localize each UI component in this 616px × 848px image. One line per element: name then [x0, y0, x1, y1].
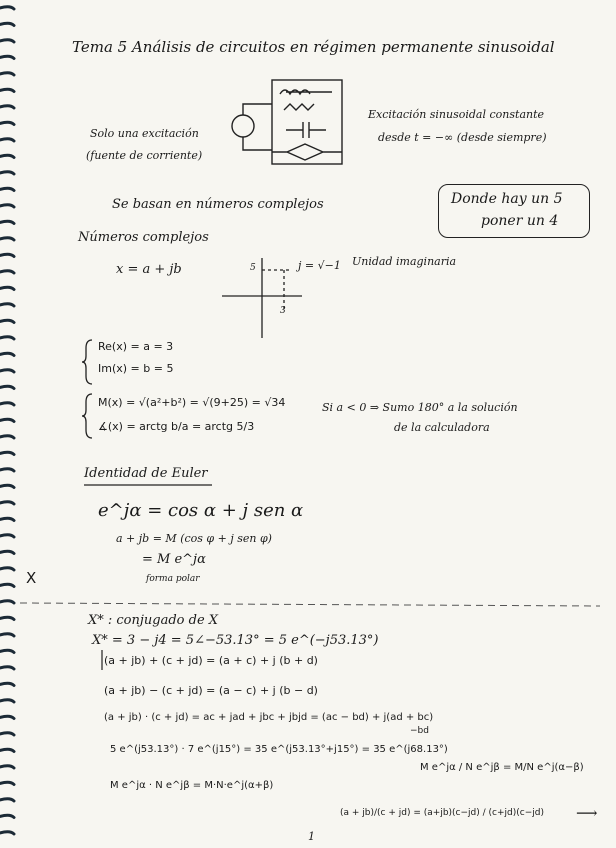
polar-equation-2: = M e^jα	[142, 552, 206, 567]
spiral-ring	[0, 634, 14, 636]
conjugate-label: X* : conjugado de X	[88, 613, 219, 628]
spiral-ring	[0, 271, 14, 273]
euler-heading: Identidad de Euler	[84, 466, 208, 481]
negative-note-line-2: de la calculadora	[394, 421, 490, 434]
spiral-ring	[0, 436, 14, 438]
spiral-ring	[0, 601, 14, 603]
left-note-line-1: Solo una excitación	[90, 127, 199, 140]
difference-equation: (a + jb) − (c + jd) = (a − c) + j (b − d)	[104, 684, 318, 697]
complex-numbers-heading: Números complejos	[78, 230, 209, 245]
page-separator	[20, 603, 600, 606]
spiral-ring	[0, 700, 14, 702]
multiplication-equation: M e^jα · N e^jβ = M·N·e^j(α+β)	[110, 780, 274, 791]
spiral-ring	[0, 304, 14, 306]
left-note-line-2: (fuente de corriente)	[86, 149, 203, 162]
spiral-ring	[0, 337, 14, 339]
spiral-ring	[0, 122, 14, 124]
spiral-ring	[0, 733, 14, 735]
spiral-ring	[0, 155, 14, 157]
spiral-ring	[0, 238, 14, 240]
imag-part-eq: Im(x) = b = 5	[98, 362, 174, 375]
continue-arrow: ⟶	[576, 804, 598, 822]
imaginary-unit-label: Unidad imaginaria	[352, 255, 457, 268]
product-subnote: −bd	[410, 726, 429, 736]
spiral-ring	[0, 502, 14, 504]
complex-plane-sketch	[222, 258, 302, 338]
right-note-line-2: desde t = −∞ (desde siempre)	[378, 131, 547, 144]
exponential-product: 5 e^(j53.13°) · 7 e^(j15°) = 35 e^(j53.13°+j15°) = 35 e^(j68.13°)	[110, 744, 448, 755]
spiral-ring	[0, 667, 14, 669]
page-title: Tema 5 Análisis de circuitos en régimen permanente sinusoidal	[72, 38, 555, 56]
spiral-ring	[0, 188, 14, 190]
spiral-ring	[0, 683, 14, 685]
negative-note-line-1: Si a < 0 ⇒ Sumo 180° a la solución	[322, 401, 518, 414]
spiral-ring	[0, 56, 14, 58]
imaginary-unit-eq: j = √−1	[298, 259, 341, 272]
euler-equation: e^jα = cos α + j sen α	[98, 500, 304, 521]
product-equation: (a + jb) · (c + jd) = ac + jad + jbc + jbjd = (ac − bd) + j(ad + bc)	[104, 712, 434, 723]
boxed-note-line-2: poner un 4	[481, 213, 559, 229]
polar-note: forma polar	[146, 574, 200, 584]
spiral-ring	[0, 716, 14, 718]
conjugate-equation: X* = 3 − j4 = 5∠−53.13° = 5 e^(−j53.13°)	[92, 633, 379, 648]
spiral-ring	[0, 535, 14, 537]
x-definition: x = a + jb	[116, 262, 182, 277]
spiral-ring	[0, 485, 14, 487]
spiral-ring	[0, 584, 14, 586]
spiral-ring	[0, 89, 14, 91]
boxed-note	[438, 184, 590, 238]
spiral-ring	[0, 518, 14, 520]
spiral-ring	[0, 568, 14, 570]
spiral-ring	[0, 370, 14, 372]
spiral-ring	[0, 7, 14, 9]
complex-basis-note: Se basan en números complejos	[112, 197, 324, 212]
spiral-ring	[0, 386, 14, 388]
right-note-line-1: Excitación sinusoidal constante	[368, 108, 545, 121]
re-im-brace	[82, 340, 92, 384]
sum-equation: (a + jb) + (c + jd) = (a + c) + j (b + d)	[104, 654, 318, 667]
fraction-equation: (a + jb)/(c + jd) = (a+jb)(c−jd) / (c+jd)(c−jd)	[340, 808, 544, 818]
spiral-ring	[0, 106, 14, 108]
polar-brace	[82, 394, 92, 438]
spiral-ring	[0, 23, 14, 25]
spiral-ring	[0, 469, 14, 471]
spiral-ring	[0, 139, 14, 141]
margin-symbol: X	[26, 569, 37, 587]
spiral-ring	[0, 832, 14, 834]
spiral-ring	[0, 205, 14, 207]
spiral-binding	[0, 7, 14, 834]
spiral-ring	[0, 799, 14, 801]
spiral-ring	[0, 403, 14, 405]
spiral-ring	[0, 551, 14, 553]
spiral-ring	[0, 782, 14, 784]
spiral-ring	[0, 221, 14, 223]
modulus-eq: M(x) = √(a²+b²) = √(9+25) = √34	[98, 396, 286, 409]
spiral-ring	[0, 287, 14, 289]
spiral-ring	[0, 320, 14, 322]
spiral-ring	[0, 254, 14, 256]
spiral-ring	[0, 617, 14, 619]
spiral-ring	[0, 650, 14, 652]
spiral-ring	[0, 766, 14, 768]
spiral-ring	[0, 353, 14, 355]
angle-eq: ∡(x) = arctg b/a = arctg 5/3	[98, 420, 255, 433]
spiral-ring	[0, 452, 14, 454]
page-number: 1	[308, 830, 315, 843]
division-equation: M e^jα / N e^jβ = M/N e^j(α−β)	[420, 762, 584, 773]
graph-x-tick: 3	[280, 306, 286, 316]
real-part-eq: Re(x) = a = 3	[98, 340, 174, 353]
spiral-ring	[0, 73, 14, 75]
boxed-note-line-1: Donde hay un 5	[451, 191, 563, 207]
spiral-ring	[0, 40, 14, 42]
graph-y-tick: 5	[250, 263, 256, 273]
spiral-ring	[0, 749, 14, 751]
spiral-ring	[0, 419, 14, 421]
spiral-ring	[0, 172, 14, 174]
spiral-ring	[0, 815, 14, 817]
polar-equation-1: a + jb = M (cos φ + j sen φ)	[116, 532, 272, 545]
circuit-sketch	[232, 80, 342, 164]
